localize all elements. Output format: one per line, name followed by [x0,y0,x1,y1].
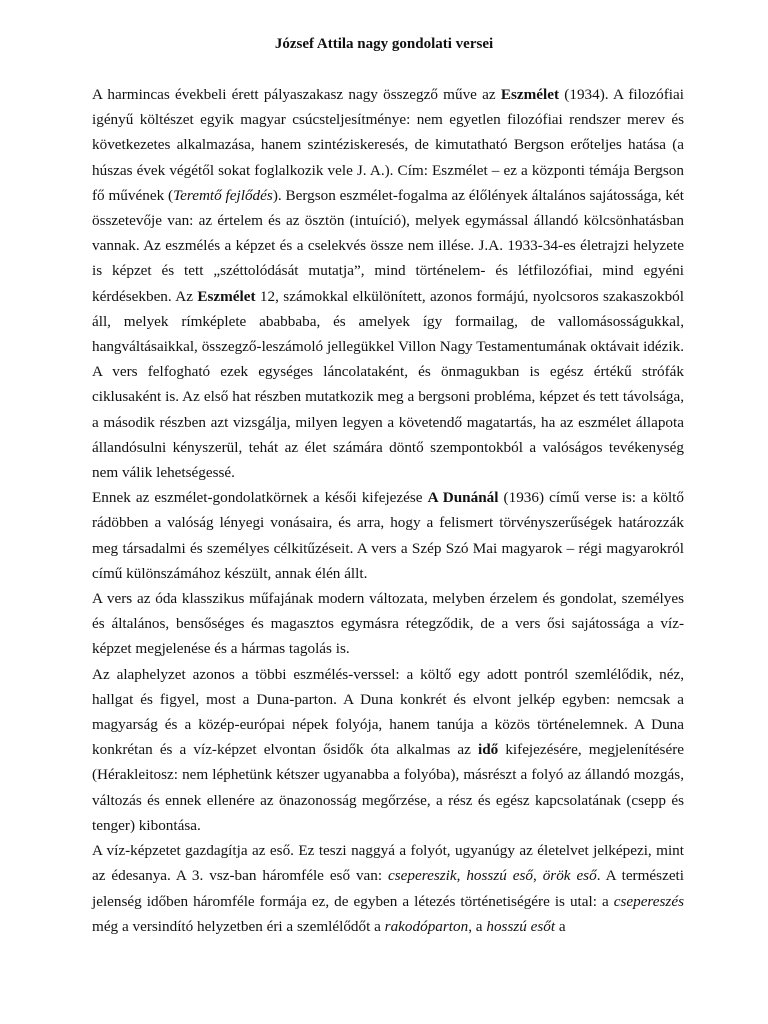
text-run: (1934). A filozófiai igényű költészet egyik magyar csúcsteljesítménye: nem egyetlen filozófiai rendszer merev és következetes alkalmazása, hanem szintéziskeresés, de kimutatható Bergson erőteljes hatása (a húszas évek végétől sokat foglalkozik vele J. A.). Cím: Eszmélet – ez a központi témája Bergson fő művének ( [92,86,684,204]
text-run: , [533,867,543,885]
bold-title: Eszmélet [500,86,560,103]
italic-phrase: hosszú eső [466,867,533,885]
text-run: , [456,867,467,885]
text-run: A vers az óda klasszikus műfajának modern változata, melyben érzelem és gondolat, személyes és általános, bensőséges és magasztos egymásra rétegződik, de a vers ősi sajátossága a víz-képzet megjelenése és a hármas tagolás is. [92,590,684,658]
paragraph [92,82,684,485]
text-run: A víz-képzetet gazdagítja az eső. Ez teszi naggyá a folyót, ugyanúgy az életelvet jelképezi, mint az édesanya. A 3. vsz-ban háromféle eső van: [92,842,684,885]
text-run: kifejezésére, megjelenítésére (Hérakleitosz: nem léphetünk kétszer ugyanabba a folyóba), másrészt a folyó az állandó mozgás, változás és ennek ellenére az önazonosság megőrzése, a rész és egész kapcsolatának (csepp és tenger) kibontása. [92,741,685,834]
italic-phrase: örök eső [542,867,597,885]
text-run: Az alaphelyzet azonos a többi eszmélés-verssel: a költő egy adott pontról szemlélődik, néz, hallgat és figyel, most a Duna-parton. A Duna konkrét és elvont jelkép egyben: nemcsak a magyarság és a közép-európai népek folyója, hanem tanúja a közös történelemnek. A Duna konkrétan és a víz-képzet elvontan ősidők óta alkalmas az [92,665,684,759]
text-run: a [555,917,566,935]
bold-title: Eszmélet [197,287,256,305]
text-run: ). Bergson eszmélet-fogalma az élőlények általános sajátossága, két összetevője van: az értelem és az ösztön (intuíció), melyek egymással állandó kölcsönhatásban vannak. Az eszmélés a képzet és a cselekvés össze nem illése. J.A. 1933-34-es életrajzi helyzete is képzet és tett „széttolódását mutatja”, mind történelem- és létfilozófiai, mind egyéni kérdésekben. Az [92,186,684,305]
paragraph [92,838,684,939]
text-run: . A természeti jelenség időben háromféle formája ez, de egyben a létezés történetiségére is utal: a [92,867,684,910]
bold-title: idő [477,741,499,759]
paragraph [92,485,684,586]
bold-title: A Dunánál [427,489,499,507]
text-run: (1936) című verse is: a költő rádöbben a valóság lényegi vonásaira, és arra, hogy a felismert törvényszerűségek határozzák meg társadalmi és személyes célkitűzéseit. A vers a Szép Szó Mai magyarok – régi magyarokról című különszámához készült, annak élén állt. [92,489,685,582]
text-run: 12, számokkal elkülönített, azonos formájú, nyolcsoros szakaszokból áll, melyek rímképlete ababbaba, és amelyek így formailag, de vallomásosságukkal, hangváltásaikkal, összegző-leszámoló jellegükkel Villon Nagy Testamentumának oktávait idézik. A vers felfogható ezek egységes láncolataként, és önmagukban is egész értékű strófák ciklusaként is. Az első hat részben mutatkozik meg a bergsoni probléma, képzet és tett távolsága, a második részben azt vizsgálja, milyen legyen a követendő magatartás, ha az eszmélet állapota állandósulni kényszerül, tehát az élet számára döntő szempontokból a valóságos tevékenység nem válik lehetségessé. [92,287,684,482]
text-run: A harmincas évekbeli érett pályaszakasz nagy összegző műve az [92,86,501,103]
italic-phrase: rakodóparton [384,917,469,935]
document-body [92,82,684,939]
document-title: József Attila nagy gondolati versei [274,36,494,52]
italic-phrase: csepereszés [613,892,684,910]
text-run: Ennek az eszmélet-gondolatkörnek a késői kifejezése [92,489,428,507]
text-run: még a versindító helyzetben éri a szemlélődőt a [92,917,385,935]
italic-phrase: csepereszik [388,867,457,885]
italic-phrase: hosszú esőt [486,917,556,935]
paragraph [92,662,684,838]
paragraph [92,586,684,662]
text-run: , a [468,917,487,935]
italic-phrase: Teremtő fejlődés [173,186,273,204]
